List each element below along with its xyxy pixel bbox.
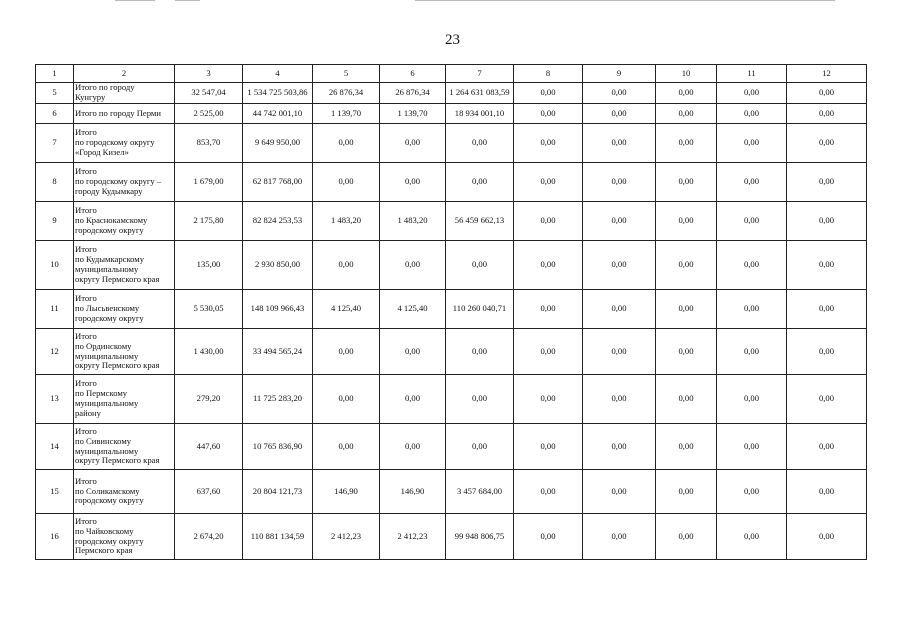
territory-name-cell (74, 104, 175, 124)
table-row (36, 470, 867, 514)
value-cell-c8: 0,00 (514, 375, 583, 424)
value-cell-c10: 0,00 (656, 83, 717, 104)
value-cell-c11: 0,00 (717, 163, 787, 202)
value-cell-c3: 32 547,04 (175, 83, 243, 104)
value-cell-c5: 0,00 (313, 163, 380, 202)
value-cell-c8: 0,00 (514, 202, 583, 241)
territory-name-line: округу Пермского края (75, 360, 160, 371)
value-cell-c5: 0,00 (313, 424, 380, 470)
table-row (36, 241, 867, 290)
territory-name-line: муниципальному (75, 264, 139, 274)
territory-name-cell (74, 83, 175, 104)
value-cell-c5: 0,00 (313, 375, 380, 424)
territory-name-line: городу Кудымкару (75, 185, 143, 196)
value-cell-c3: 447,60 (175, 424, 243, 470)
value-cell-c10: 0,00 (656, 202, 717, 241)
value-cell-c9: 0,00 (583, 470, 656, 514)
value-cell-c8: 0,00 (514, 83, 583, 104)
value-cell-c6: 2 412,23 (380, 514, 446, 560)
header-cell: 10 (656, 65, 717, 83)
territory-name-line: Итого (75, 244, 97, 255)
value-cell-c12: 0,00 (787, 83, 867, 104)
row-number-cell: 9 (36, 202, 74, 241)
value-cell-c9: 0,00 (583, 514, 656, 560)
territory-name-line: муниципальному (75, 445, 139, 456)
value-cell-c11: 0,00 (717, 124, 787, 163)
value-cell-c5: 1 483,20 (313, 202, 380, 241)
value-cell-c4: 2 930 850,00 (243, 241, 313, 290)
table-row (36, 424, 867, 470)
value-cell-c9: 0,00 (583, 83, 656, 104)
value-cell-c4: 148 109 966,43 (243, 290, 313, 329)
value-cell-c3: 2 674,20 (175, 514, 243, 560)
row-number-cell: 6 (36, 104, 74, 124)
value-cell-c7: 3 457 684,00 (446, 470, 514, 514)
value-cell-c11: 0,00 (717, 424, 787, 470)
row-number-cell: 14 (36, 424, 74, 470)
value-cell-c7: 0,00 (446, 124, 514, 163)
value-cell-c8: 0,00 (514, 163, 583, 202)
value-cell-c4: 82 824 253,53 (243, 202, 313, 241)
value-cell-c7: 0,00 (446, 163, 514, 202)
territory-name-line: округу Пермского края (75, 273, 160, 284)
data-table (35, 64, 867, 560)
value-cell-c12: 0,00 (787, 424, 867, 470)
territory-name-cell (74, 514, 175, 560)
header-cell: 8 (514, 65, 583, 83)
header-cell: 11 (717, 65, 787, 83)
value-cell-c10: 0,00 (656, 104, 717, 124)
territory-name-cell (74, 424, 175, 470)
value-cell-c6: 0,00 (380, 329, 446, 375)
value-cell-c9: 0,00 (583, 290, 656, 329)
territory-name-cell (74, 202, 175, 241)
value-cell-c12: 0,00 (787, 104, 867, 124)
header-cell: 2 (74, 65, 175, 83)
value-cell-c12: 0,00 (787, 329, 867, 375)
value-cell-c8: 0,00 (514, 514, 583, 560)
value-cell-c6: 4 125,40 (380, 290, 446, 329)
value-cell-c3: 135,00 (175, 241, 243, 290)
territory-name-line: Кунгуру (75, 92, 106, 102)
territory-name-line: Итого (75, 515, 97, 526)
value-cell-c12: 0,00 (787, 124, 867, 163)
value-cell-c4: 20 804 121,73 (243, 470, 313, 514)
value-cell-c12: 0,00 (787, 375, 867, 424)
territory-name-line: городскому округу (75, 535, 144, 546)
table-row (36, 290, 867, 329)
territory-name-line: по Соликамскому (75, 485, 140, 496)
value-cell-c5: 2 412,23 (313, 514, 380, 560)
value-cell-c3: 279,20 (175, 375, 243, 424)
value-cell-c5: 0,00 (313, 329, 380, 375)
value-cell-c10: 0,00 (656, 124, 717, 163)
value-cell-c8: 0,00 (514, 104, 583, 124)
territory-name-line: по Лысьвенскому (75, 303, 140, 314)
value-cell-c3: 1 430,00 (175, 329, 243, 375)
territory-name-line: району (75, 407, 101, 418)
territory-name-line: округу Пермского края (75, 455, 160, 466)
territory-name-cell (74, 163, 175, 202)
value-cell-c4: 10 765 836,90 (243, 424, 313, 470)
value-cell-c7: 99 948 806,75 (446, 514, 514, 560)
value-cell-c5: 146,90 (313, 470, 380, 514)
value-cell-c9: 0,00 (583, 124, 656, 163)
value-cell-c6: 0,00 (380, 375, 446, 424)
value-cell-c4: 9 649 950,00 (243, 124, 313, 163)
table-row (36, 104, 867, 124)
value-cell-c3: 853,70 (175, 124, 243, 163)
territory-name-line: Пермского края (75, 545, 133, 556)
value-cell-c11: 0,00 (717, 241, 787, 290)
territory-name-line: Итого (75, 205, 97, 216)
territory-name-line: по Пермскому (75, 388, 128, 399)
value-cell-c10: 0,00 (656, 329, 717, 375)
value-cell-c6: 0,00 (380, 163, 446, 202)
value-cell-c7: 110 260 040,71 (446, 290, 514, 329)
territory-name-line: городскому округу (75, 495, 144, 506)
value-cell-c12: 0,00 (787, 290, 867, 329)
territory-name-line: Итого (75, 330, 97, 341)
table-row (36, 514, 867, 560)
value-cell-c4: 1 534 725 503,86 (243, 83, 313, 104)
value-cell-c4: 33 494 565,24 (243, 329, 313, 375)
header-cell: 9 (583, 65, 656, 83)
territory-name-cell (74, 329, 175, 375)
value-cell-c6: 146,90 (380, 470, 446, 514)
value-cell-c11: 0,00 (717, 329, 787, 375)
value-cell-c12: 0,00 (787, 470, 867, 514)
table-row (36, 163, 867, 202)
territory-name-line: по городскому округу – (75, 176, 162, 187)
row-number-cell: 11 (36, 290, 74, 329)
value-cell-c12: 0,00 (787, 241, 867, 290)
value-cell-c4: 110 881 134,59 (243, 514, 313, 560)
value-cell-c9: 0,00 (583, 375, 656, 424)
territory-name-line: Итого (75, 127, 97, 138)
territory-name-line: Итого (75, 166, 97, 177)
value-cell-c11: 0,00 (717, 202, 787, 241)
top-scan-rule-left (115, 0, 155, 1)
value-cell-c3: 637,60 (175, 470, 243, 514)
value-cell-c5: 26 876,34 (313, 83, 380, 104)
value-cell-c9: 0,00 (583, 241, 656, 290)
value-cell-c11: 0,00 (717, 514, 787, 560)
header-cell: 6 (380, 65, 446, 83)
value-cell-c12: 0,00 (787, 514, 867, 560)
table-row (36, 124, 867, 163)
value-cell-c6: 0,00 (380, 124, 446, 163)
territory-name-line: Итого по городу (75, 82, 135, 93)
value-cell-c3: 5 530,05 (175, 290, 243, 329)
value-cell-c8: 0,00 (514, 124, 583, 163)
value-cell-c7: 1 264 631 083,59 (446, 83, 514, 104)
territory-name-line: по Краснокамскому (75, 215, 148, 226)
value-cell-c5: 1 139,70 (313, 104, 380, 124)
value-cell-c7: 18 934 001,10 (446, 104, 514, 124)
value-cell-c9: 0,00 (583, 424, 656, 470)
value-cell-c10: 0,00 (656, 424, 717, 470)
value-cell-c6: 0,00 (380, 424, 446, 470)
value-cell-c10: 0,00 (656, 163, 717, 202)
value-cell-c9: 0,00 (583, 104, 656, 124)
territory-name-line: по Сивинскому (75, 435, 132, 446)
territory-name-line: муниципальному (75, 350, 139, 361)
value-cell-c10: 0,00 (656, 290, 717, 329)
value-cell-c8: 0,00 (514, 470, 583, 514)
value-cell-c11: 0,00 (717, 83, 787, 104)
territory-name-line: городскому округу (75, 312, 144, 323)
table-row (36, 329, 867, 375)
value-cell-c9: 0,00 (583, 163, 656, 202)
value-cell-c7: 56 459 662,13 (446, 202, 514, 241)
table-body (36, 83, 867, 560)
territory-name-line: Итого (75, 425, 97, 436)
page-number: 23 (445, 32, 460, 48)
territory-name-line: муниципальному (75, 398, 139, 408)
territory-name-cell (74, 470, 175, 514)
value-cell-c8: 0,00 (514, 424, 583, 470)
row-number-cell: 15 (36, 470, 74, 514)
territory-name-cell (74, 375, 175, 424)
header-row (36, 65, 867, 83)
row-number-cell: 16 (36, 514, 74, 560)
territory-name-line: Итого (75, 475, 97, 486)
row-number-cell: 12 (36, 329, 74, 375)
row-number-cell: 8 (36, 163, 74, 202)
value-cell-c5: 0,00 (313, 241, 380, 290)
value-cell-c6: 1 483,20 (380, 202, 446, 241)
header-cell: 7 (446, 65, 514, 83)
row-number-cell: 5 (36, 83, 74, 104)
value-cell-c8: 0,00 (514, 329, 583, 375)
header-cell: 12 (787, 65, 867, 83)
territory-name-line: Итого по городу Перми (75, 107, 161, 118)
value-cell-c4: 44 742 001,10 (243, 104, 313, 124)
value-cell-c12: 0,00 (787, 163, 867, 202)
territory-name-line: по Чайковскому (75, 525, 134, 536)
value-cell-c6: 26 876,34 (380, 83, 446, 104)
top-scan-rule-right (415, 0, 835, 1)
territory-name-cell (74, 290, 175, 329)
value-cell-c7: 0,00 (446, 424, 514, 470)
value-cell-c11: 0,00 (717, 290, 787, 329)
value-cell-c7: 0,00 (446, 375, 514, 424)
territory-name-line: Итого (75, 293, 97, 304)
value-cell-c11: 0,00 (717, 470, 787, 514)
value-cell-c7: 0,00 (446, 241, 514, 290)
value-cell-c3: 2 525,00 (175, 104, 243, 124)
header-cell: 1 (36, 65, 74, 83)
territory-name-line: по городскому округу (75, 137, 155, 148)
value-cell-c10: 0,00 (656, 514, 717, 560)
territory-name-line: Итого (75, 378, 97, 389)
table-row (36, 83, 867, 104)
territory-name-line: по Кудымкарскому (75, 254, 145, 265)
territory-name-line: по Ординскому (75, 340, 132, 351)
territory-name-line: «Город Кизел» (75, 146, 129, 157)
value-cell-c6: 0,00 (380, 241, 446, 290)
territory-name-line: городскому округу (75, 224, 144, 235)
value-cell-c8: 0,00 (514, 241, 583, 290)
value-cell-c11: 0,00 (717, 104, 787, 124)
header-cell: 5 (313, 65, 380, 83)
value-cell-c12: 0,00 (787, 202, 867, 241)
header-cell: 3 (175, 65, 243, 83)
value-cell-c10: 0,00 (656, 375, 717, 424)
table-row (36, 202, 867, 241)
value-cell-c3: 1 679,00 (175, 163, 243, 202)
value-cell-c7: 0,00 (446, 329, 514, 375)
header-cell: 4 (243, 65, 313, 83)
row-number-cell: 10 (36, 241, 74, 290)
value-cell-c11: 0,00 (717, 375, 787, 424)
row-number-cell: 13 (36, 375, 74, 424)
value-cell-c9: 0,00 (583, 202, 656, 241)
value-cell-c10: 0,00 (656, 241, 717, 290)
value-cell-c6: 1 139,70 (380, 104, 446, 124)
value-cell-c5: 4 125,40 (313, 290, 380, 329)
value-cell-c10: 0,00 (656, 470, 717, 514)
territory-name-cell (74, 241, 175, 290)
table-row (36, 375, 867, 424)
value-cell-c4: 62 817 768,00 (243, 163, 313, 202)
territory-name-cell (74, 124, 175, 163)
top-scan-rule-mid (175, 0, 200, 1)
row-number-cell: 7 (36, 124, 74, 163)
value-cell-c9: 0,00 (583, 329, 656, 375)
value-cell-c3: 2 175,80 (175, 202, 243, 241)
value-cell-c4: 11 725 283,20 (243, 375, 313, 424)
value-cell-c8: 0,00 (514, 290, 583, 329)
value-cell-c5: 0,00 (313, 124, 380, 163)
